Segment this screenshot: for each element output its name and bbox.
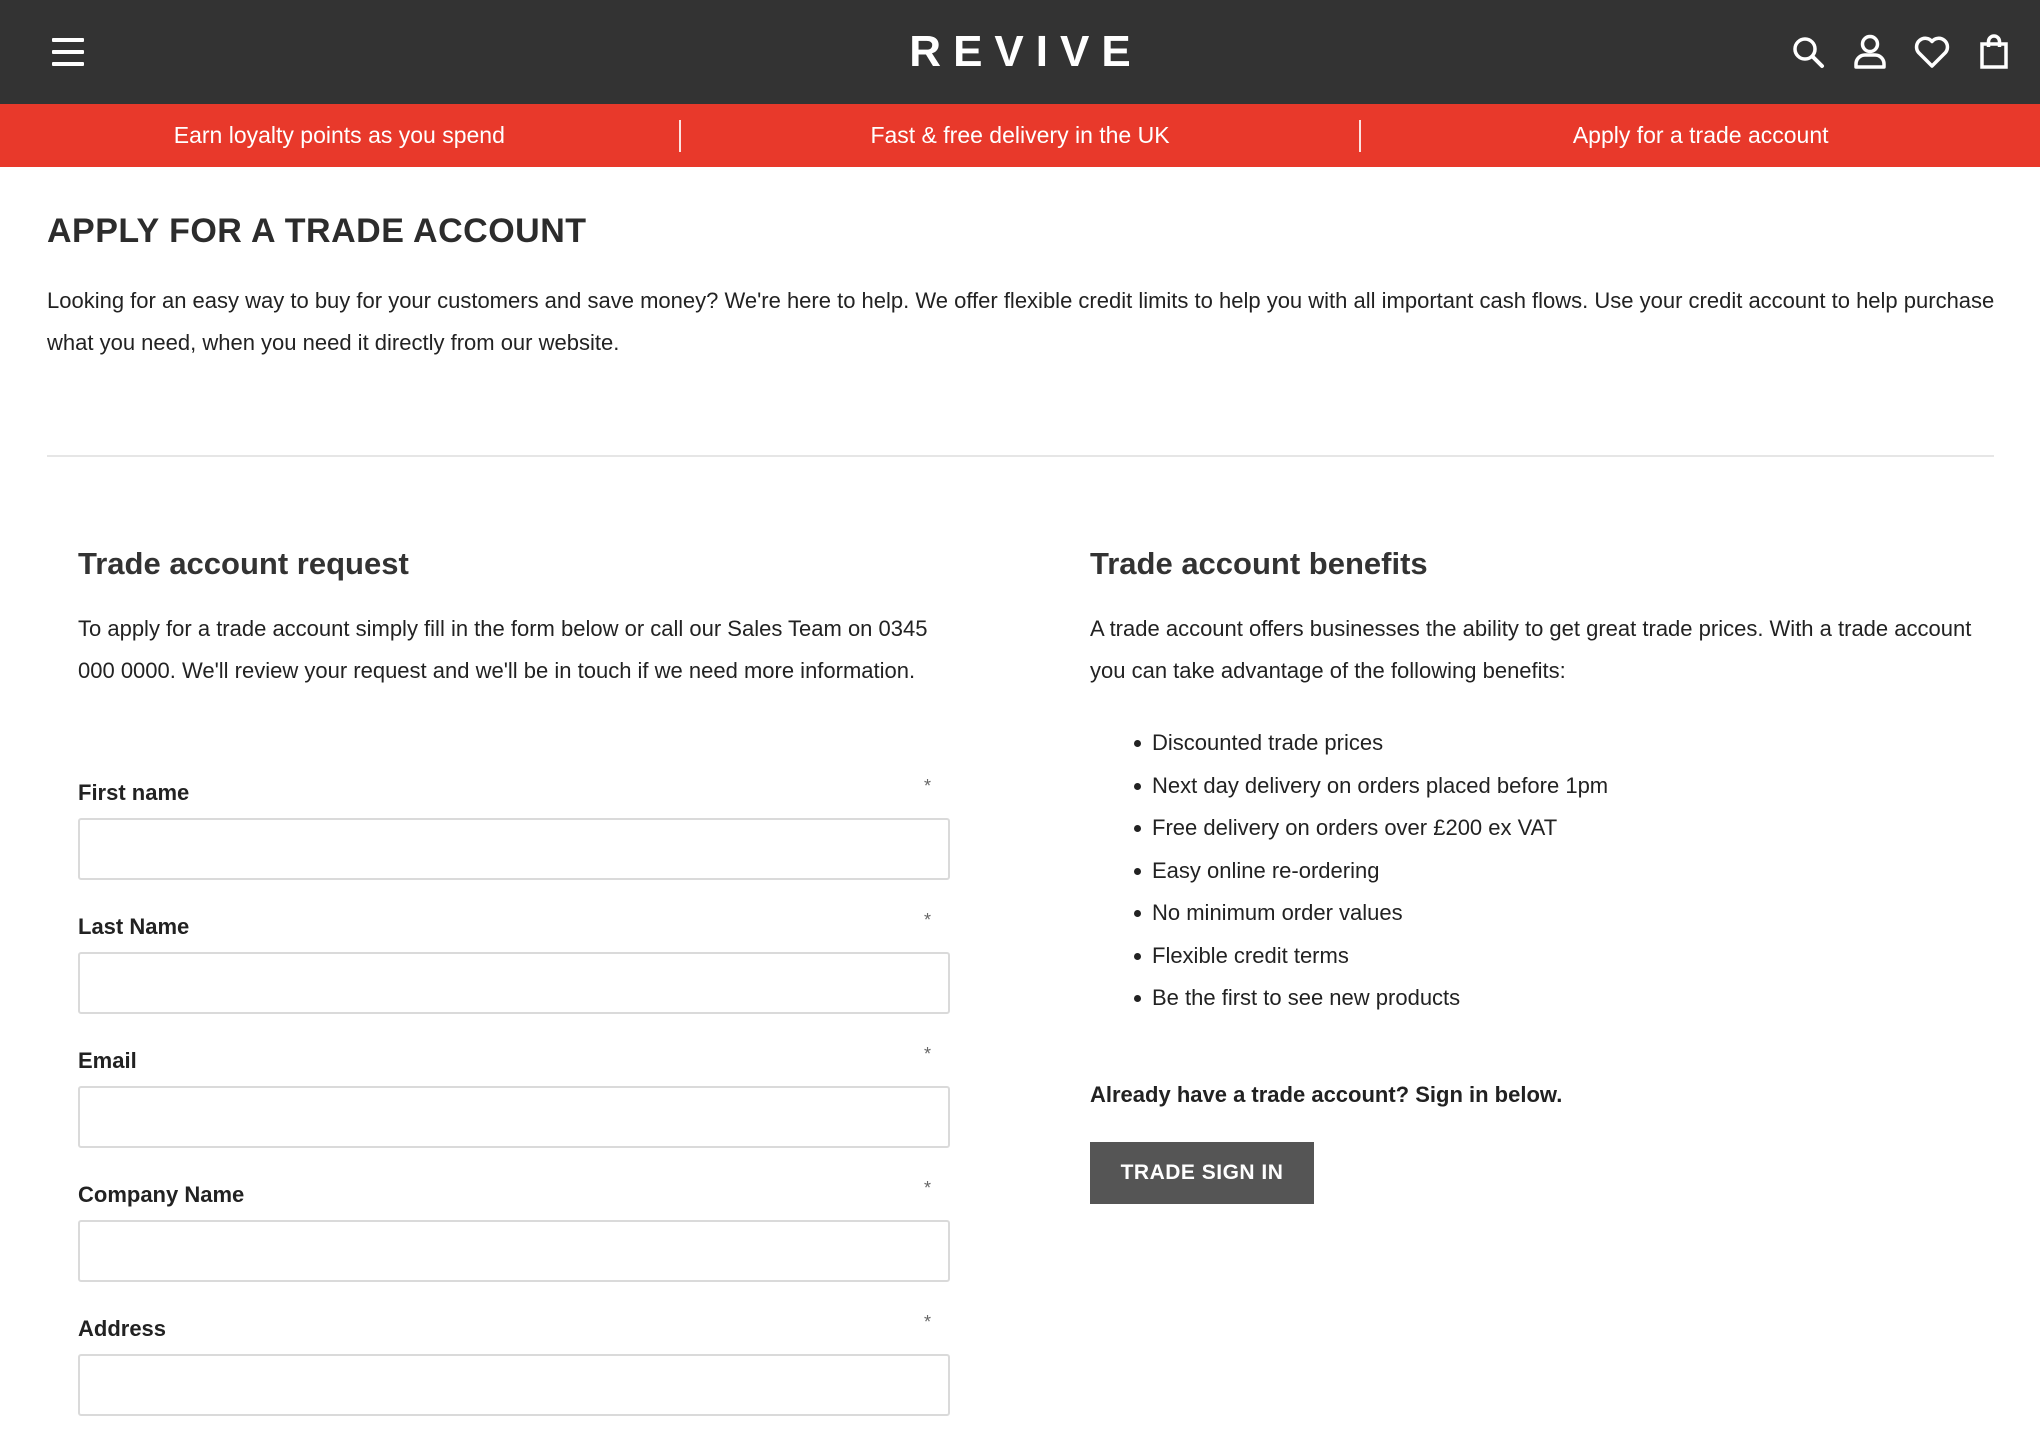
signin-prompt: Already have a trade account? Sign in below. — [1090, 1081, 1563, 1107]
benefit-item: Be the first to see new products — [1152, 977, 1990, 1020]
required-marker: * — [924, 776, 932, 796]
benefit-item: Next day delivery on orders placed before 1pm — [1152, 765, 1990, 808]
section-divider — [47, 455, 1994, 457]
address-input[interactable] — [78, 1354, 950, 1416]
address-label: Address — [78, 1316, 167, 1341]
trade-benefits-text: A trade account offers businesses the ability to get great trade prices. With a trade account you can take advantage of the following benefits: — [1090, 616, 1972, 683]
required-marker: * — [924, 1178, 932, 1198]
promo-loyalty-link[interactable]: Earn loyalty points as you spend — [173, 122, 505, 148]
benefit-item: No minimum order values — [1152, 892, 1990, 935]
company-name-input[interactable] — [78, 1220, 950, 1282]
logo-container — [0, 0, 2040, 104]
menu-icon[interactable] — [46, 32, 90, 72]
benefit-item: Easy online re-ordering — [1152, 850, 1990, 893]
company-name-field — [78, 1178, 950, 1312]
account-icon[interactable] — [1852, 32, 1888, 72]
page-title: APPLY FOR A TRADE ACCOUNT — [47, 212, 587, 250]
trade-benefits-heading: Trade account benefits — [1090, 546, 1428, 581]
company-name-label: Company Name — [78, 1182, 245, 1207]
trade-sign-in-button[interactable]: TRADE SIGN IN — [1090, 1142, 1314, 1204]
first-name-input[interactable] — [78, 818, 950, 880]
required-marker: * — [924, 1044, 932, 1064]
trade-request-heading: Trade account request — [78, 546, 409, 581]
shopping-bag-icon[interactable] — [1976, 32, 2012, 72]
email-label: Email — [78, 1048, 137, 1073]
wishlist-heart-icon[interactable] — [1914, 32, 1950, 72]
benefits-list — [1090, 722, 1990, 1020]
required-marker: * — [924, 1312, 932, 1332]
address-field — [78, 1312, 950, 1446]
promo-trade-account-link[interactable]: Apply for a trade account — [1572, 122, 1829, 148]
last-name-input[interactable] — [78, 952, 950, 1014]
first-name-field — [78, 776, 950, 910]
benefit-item: Discounted trade prices — [1152, 722, 1990, 765]
brand-logo[interactable]: REVIVE — [909, 27, 1143, 76]
promo-delivery-link[interactable]: Fast & free delivery in the UK — [870, 122, 1170, 148]
benefit-item: Flexible credit terms — [1152, 935, 1990, 978]
trade-benefits-section — [1090, 546, 1990, 1204]
trade-request-form — [78, 776, 950, 1446]
site-header — [0, 0, 2040, 104]
header-icons — [1790, 26, 2012, 78]
promo-bar — [0, 104, 2040, 167]
benefit-item: Free delivery on orders over £200 ex VAT — [1152, 807, 1990, 850]
first-name-label: First name — [78, 780, 190, 805]
search-icon[interactable] — [1790, 32, 1826, 72]
trade-request-text: To apply for a trade account simply fill in the form below or call our Sales Team on 0345 000 0000. We'll review your request and we'll be in touch if we need more information. — [78, 616, 928, 683]
last-name-label: Last Name — [78, 914, 190, 939]
last-name-field — [78, 910, 950, 1044]
page-intro: Looking for an easy way to buy for your customers and save money? We're here to help. We offer flexible credit limits to help you with all important cash flows. Use your credit account to help purchase what you need, when you need it directly from our website. — [47, 288, 1995, 355]
trade-request-section — [78, 546, 950, 692]
email-input[interactable] — [78, 1086, 950, 1148]
email-field — [78, 1044, 950, 1178]
required-marker: * — [924, 910, 932, 930]
